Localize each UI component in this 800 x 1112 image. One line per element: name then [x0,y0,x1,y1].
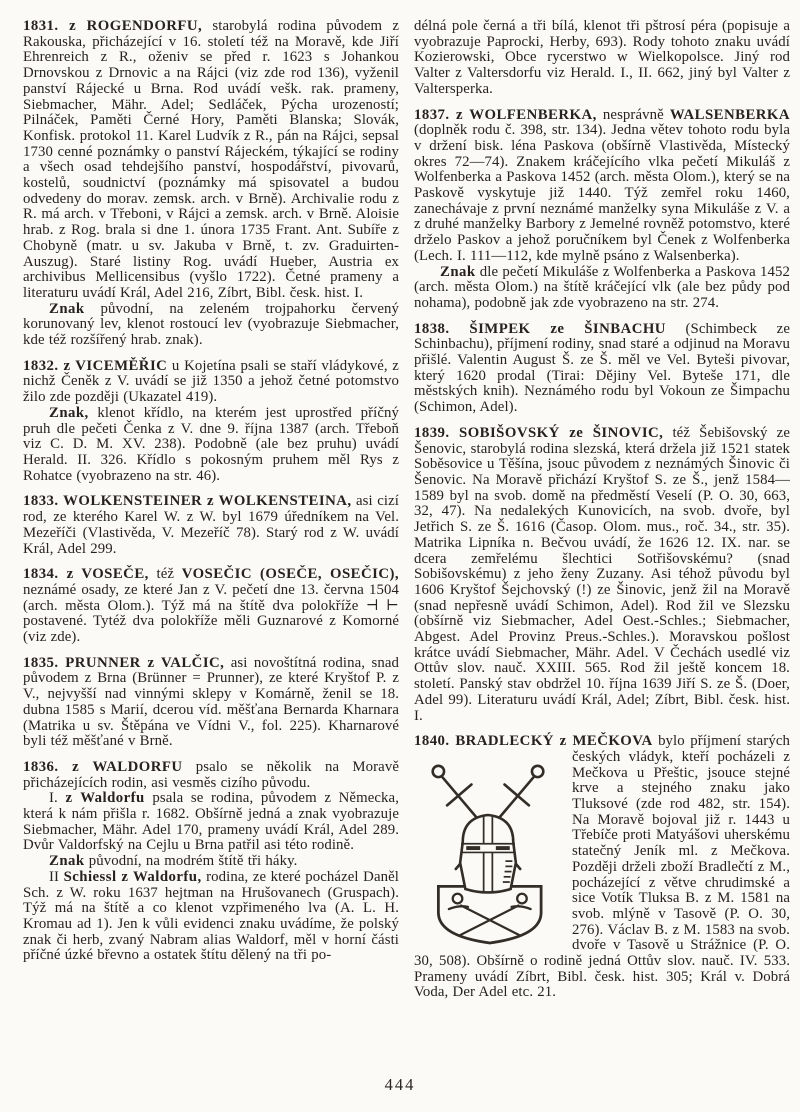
entry-heading: 1834. z VOSEČE, [23,566,149,583]
entry-heading: 1831. z ROGENDORFU, [23,18,203,34]
paragraph [414,265,790,312]
text-run: rodina, ze které pocházel Daněl Sch. z W. roku 1637 hejtman na Hrušovanech (Gruspach). Týž má na štítě a co klenot vzpřimeného lva (A. L. H. Kromau ad 1). Jen k vůli evidenci znaku uvádíme, že polský znak či herb, zvaný Nabram alias Waldorf, měl v horní části příčné úzké břevno a ostatek štítu dělený na tři po- [23,868,399,964]
entry-1835-prunner-z-valcic [23,656,399,750]
text-run: asi novoštítná rodina, snad původem z Brna (Brünner = Prunner), ze které Kryštof P. z V., nejvyšší nad vinnými sklepy v Komárně, ženil se 18. dubna 1585 s Marií, dcerou víd. měšťana Bernarda Kharnara (Matrika u sv. Štěpána ve Vídni V., fol. 225). Kharnarové byli též měšťané v Brně. [23,654,399,750]
entry-heading: Znak, [49,404,89,421]
entry-1836-continuation [414,19,790,98]
entry-1834-z-vosece [23,567,399,646]
text-run: též [148,566,182,583]
entry-1837-z-wolfenberka [414,108,790,312]
text-run: klenot křídlo, na kterém jest uprostřed příčný pruh dle pečeti Čenka z V. dne 9. října 1387 (arch. Třeboň viz C. D. M. XV. 238). Podobně (ale bez pruhu) uvádí Herald. II. 326. Křídlo s pokosným pruhem měl Rys z Rohatce (vyobrazeno na str. 46). [23,404,399,484]
entry-heading: 1838. ŠIMPEK ze ŠINBACHU [414,320,666,337]
text-run: původní, na zeleném trojpahorku červený korunovaný lev, klenot rostoucí lev (vyobrazuje Siebmacher, kde též rozšířený hrab. znak). [23,300,399,349]
paragraph [23,494,399,557]
entry-heading: Znak [440,263,476,280]
paragraph [23,302,399,349]
text-run: původní, na modrém štítě tři háky. [84,853,298,870]
entry-heading: 1833. WOLKENSTEINER z WOLKENSTEINA, [23,493,352,510]
entry-heading: 1839. SOBIŠOVSKÝ ze ŠINOVIC, [414,424,664,441]
text-run: II [49,868,64,885]
text-run: asi cizí rod, ze kterého Karel W. z W. byl 1679 úředníkem na Vel. Mezeříči (Vlastivěda, V. Mezeříč 78). Starý rod z W. uvádí Král, Adel 299. [23,493,399,557]
coat-of-arms-illustration [414,754,562,950]
paragraph [23,567,399,646]
paragraph [414,734,790,1001]
entry-heading: 1832. z VICEMĚŘIC [23,357,168,374]
text-run: též Šebišovský ze Šenovic, starobylá rodina slezská, která držela již 1521 statek Soběsovice u Těšína, jsouc původem z neznámých Šinovic či Šenovic. Na Moravě přichází Kryštof S. ze Š., jenž 1584—1589 byl na svob. domě na předměstí Veselí (P. O. 30, 663, 32, 47). Na nedalekých Kunovicích, na svob. dvoře, byl Jetřich S. ze Š. 1616 (Časop. Olom. mus., roč. 34., str. 35). Matrika Lipníka n. Bečvou uvádí, že 1626 12. IX. nar. se dcera zemřelému šlechtici Sotřišovskému? (snad Sobišovskému) z jeho ženy Zuzany. Asi téhož původu byl 1606 Kryštof Šejchovský (!) ze Šinovic, jenž žil na Moravě (snad nepřesně uvádí Schimon, Adel). Rod žil ve Slezsku (obšírně viz Siebmacher, Adel Oest.-Schles.; Siebmacher, Abgest. Adel Provinz Preus.-Schles.). Moravskou pošlost krátce uvádí Siebmacher, Mähr. Adel. V Čechách usedlé viz Ottův slov. nauč. XXIII. 565. Rod žil ještě koncem 18. století. Panský stav obdržel 10. října 1639 Jiří S. ze Š. (Doer, Adel 99). Literaturu uvádí Král, Adel; Zíbrt, Bibl. česk. hist. I. [414,424,790,724]
page-number: 444 [384,1075,416,1094]
entry-heading: Schiessl z Waldorfu, [63,868,202,885]
text-run: I. [49,790,66,807]
entry-heading: Znak [49,853,85,870]
entry-heading: 1840. BRADLECKÝ z MEČKOVA [414,733,653,750]
paragraph [23,406,399,485]
entry-1833-wolkensteiner [23,494,399,557]
entry-heading: 1836. z WALDORFU [23,758,183,775]
text-run: (doplněk rodu č. 398, str. 134). Jedna větev tohoto rodu byla v držení bisk. léna Paskova (obšírně Vlastivěda, Místecký okres 72—74). Znakem kráčejícího vlka pečetí Mikuláš z Wolfenberka a Paskova 1452 (arch. města Olom.), který se na Paskově vyskytuje již 1440. Týž zemřel roku 1460, zanechávaje z první neznámé manželky syna Mikuláše z V. a z druhé manželky Barbory z Jemelné rovněž potomstvo, které drželo Paskov a jehož poručníkem byl Čenek z Wolfenberka (Lech. I. 111—112, kde mylně psáno z Walsenberka). [414,122,790,264]
great-helm [460,815,516,892]
text-run: u Kojetína psali se staří vládykové, z nichž Čeněk z V. uvádí se již 1350 a jehož četné potomstvo žilo zde později (Ukazatel 419). [23,357,399,406]
text-run: bylo příjmení [652,733,742,750]
text-run: psala se rodina, původem z Německa, která k nám přišla r. 1682. Obšírně jedná a znak vyobrazuje Siebmacher, Mähr. Adel 170, prameny uvádí Král, Adel 289. Dvůr Valdorfský na Cejlu u Brna patřil asi této rodině. [23,790,400,854]
paragraph [414,108,790,265]
text-run: dle pečetí Mikuláše z Wolfenberka a Paskova 1452 (arch. města Olom.) na štítě kráčející vlk (ale bez půdy pod nohama), podobně jak zde vyobrazeno na str. 274. [414,263,790,311]
text-run: starobylá rodina původem z Rakouska, přicházející v 16. století též na Moravě, kde Jiří Ehrenreich z R., oženiv se před r. 1623 s Johankou Drnovskou z Drnovic a na Rájci (viz zde rod 136), vyženil panství Rájecké u Brna. Rod uvádí vešk. rak. prameny, Siebmacher, Mähr. Adel; Sedláček, Pýcha urozeností; Pilnáček, Paměti Černé Hory, Paměti Blanska; Slovák, Konfisk. protokol 11. Karel Ludvík z R., pán na Rájci, sepsal 1730 cenné poznámky o panství Rájeckém, týkající se rodiny a všech osad tehdejšího panství, hospodářství, pivovarů, kostelů, soudnictví (poznámky má spisovatel a budou odvedeny do morav. zemsk. arch. v Brně). Archivalie rodu z R. má arch. v Třeboni, v Rájci a zemsk. arch. v Brně. Aloisie hrab. z Rog. brala si dne 1. února 1735 Frant. Ant. Subíře z Chobyně (matr. u sv. Jakuba v Brně, t. zv. Graduirten-Auszug). Staré listiny Rog. uvádí Hueber, Austria ex archivibus Mellicensibus (vyšlo 1722). Četné prameny a literaturu uvádí Král, Adel 216, Zíbrt, Bibl. česk. hist. I. [23,18,399,301]
entry-1836-z-waldorfu [23,760,399,964]
text-run: psalo se několik na Moravě přicházejících rodin, asi vesměs cizího původu. [23,758,400,791]
paragraph [23,19,399,302]
entry-1839-sobisovsky-ze-sinovic [414,426,790,724]
column-left [23,19,399,1001]
text-run: neznámé osady, ze které Jan z V. pečetí dne 13. června 1504 (arch. města Olom.). Týž má na štítě dva polokříže ⊣ ⊢ postavené. Tytéž dva polokříže měli Guznarové z Komorné (viz zde). [23,581,399,646]
paragraph [23,791,399,854]
paragraph [23,656,399,750]
paragraph [414,322,790,416]
paragraph [23,760,399,791]
entry-heading: 1837. z WOLFENBERKA, [414,106,597,123]
text-run: nesprávně [596,106,670,123]
paragraph [414,426,790,724]
entry-1831-z-rogendorfu [23,19,399,349]
entry-heading: WALSENBERKA [669,106,790,123]
entry-1840-bradlecky-z-meckova [414,734,790,1001]
paragraph [23,870,399,964]
text-run: (Schimbeck ze Schinbachu), příjmení rodiny, snad staré a odjinud na Moravu přišlé. Valentin August Š. ze Š. měl ve Vel. Byteši pivovar, který 1620 prodal (Tirai: Dějiny Vel. Byteše 171, dle městských knih). Neznámého rodu byl Vokoun ze Šimpachu (Schimon, Adel). [414,320,790,416]
entry-heading: VOSEČIC (OSEČE, OSEČIC), [181,566,400,583]
column-right [414,19,790,1001]
entry-1838-simpek-ze-sinbachu [414,322,790,416]
entry-1832-z-vicemeric [23,359,399,485]
entry-heading: z Waldorfu [65,790,145,807]
paragraph [414,19,790,98]
paragraph [23,854,399,870]
entry-heading: 1835. PRUNNER z VALČIC, [23,654,225,671]
text-run: starých českých vládyk, kteří pocházeli z Mečkova u Přeštic, jsouce stejné krve a stejného znaku jako Tluksové (zde rod 482, str. 154). Na Moravě bojoval již r. 1443 u Třebíče proti Matyášovi uherskému statečný Jeník ml. z Mečkova. Později drželi zboží Bradlečtí z M., pocházející z větve chrudimské a sice Votík Tluksa B. z M. 1581 na svob. mlýně v Tasově (P. O. 30, 276). Václav B. z M. 1583 na svob. dvoře v Tasově u Strážnice (P. O. 30, 508). Obšírně o rodině jedná Ottův slov. nauč. IV. 533. Prameny uvádí Zíbrt, Bibl. česk. hist. 305; Král v. Dobrá Voda, Der Adel etc. 21. [414,733,790,1001]
text-run: délná pole černá a tři bílá, klenot tři pštrosí péra (popisuje a vyobrazuje Paprocki, Herby, 693). Rody tohoto znaku uvádí Kozierowski, Obce rycerstwo w Wielkopolsce. Jiný rod Valter z Valtersdorfu viz Herald. I., II. 662, jiný byl Valter z Valtersperka. [414,18,790,97]
paragraph [23,359,399,406]
entry-heading: Znak [49,300,85,317]
